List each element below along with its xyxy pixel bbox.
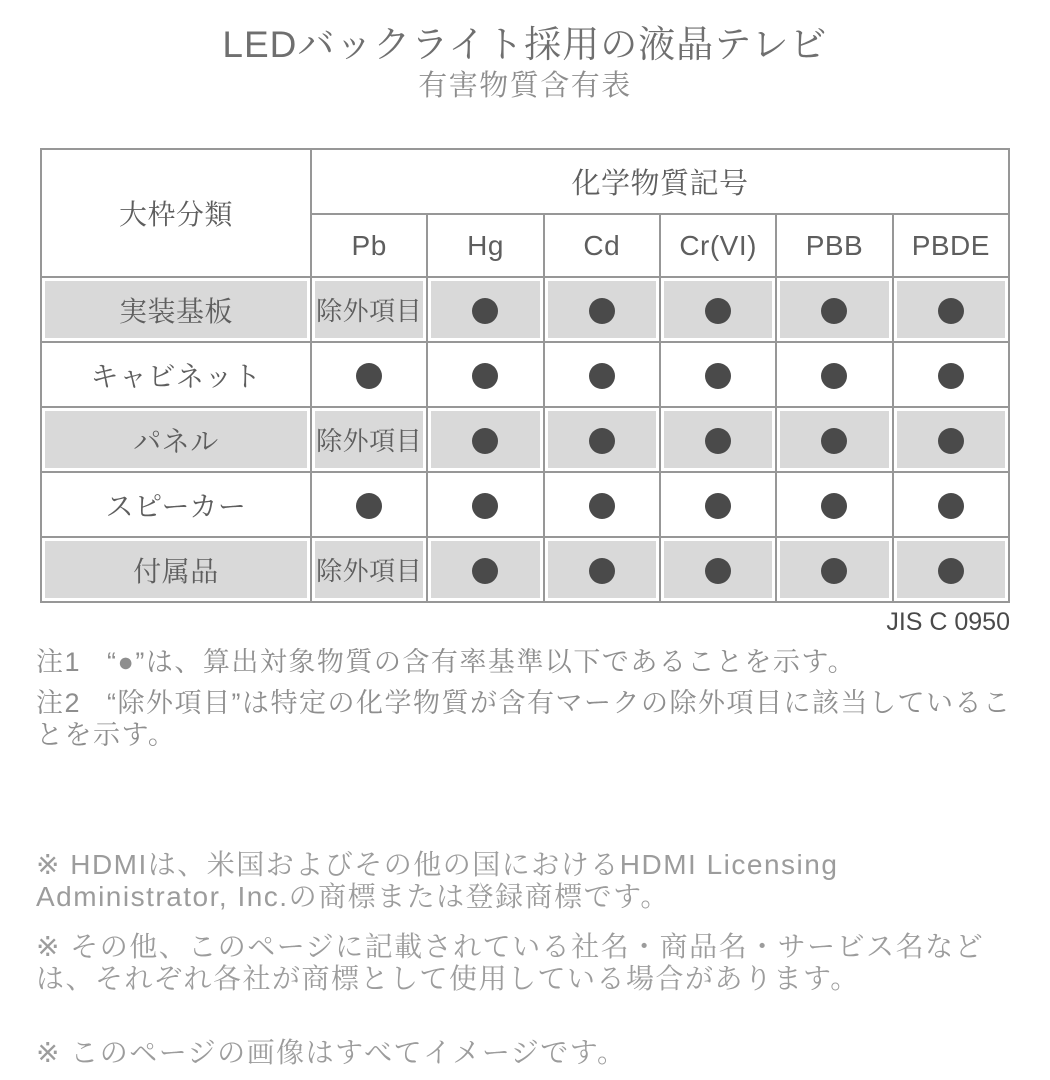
- hazardous-substance-table: [40, 148, 1010, 603]
- below-standard-dot-icon: [938, 298, 964, 324]
- below-standard-dot-icon: [938, 558, 964, 584]
- table-row: [41, 277, 1009, 342]
- below-standard-dot-icon: [821, 298, 847, 324]
- substance-cell: [427, 407, 543, 472]
- row-label: パネル: [41, 407, 311, 472]
- group-header: 化学物質記号: [311, 149, 1009, 214]
- substance-cell: [544, 407, 660, 472]
- below-standard-dot-icon: [705, 558, 731, 584]
- substance-cell: [427, 537, 543, 602]
- substance-cell: [893, 472, 1009, 537]
- row-label: 付属品: [41, 537, 311, 602]
- note-text: “除外項目”は特定の化学物質が含有マークの除外項目に該当していることを示す。: [36, 688, 1012, 750]
- column-header-crvi: Cr(VI): [660, 214, 776, 277]
- note-label: 注1: [36, 647, 82, 677]
- page-title: LEDバックライト採用の液晶テレビ: [222, 24, 828, 65]
- below-standard-dot-icon: [705, 493, 731, 519]
- row-label: キャビネット: [41, 342, 311, 407]
- substance-cell: [427, 277, 543, 342]
- corner-header: 大枠分類: [41, 149, 311, 277]
- column-header-pb: Pb: [311, 214, 427, 277]
- below-standard-dot-icon: [938, 363, 964, 389]
- below-standard-dot-icon: [589, 428, 615, 454]
- substance-cell: [544, 342, 660, 407]
- notes-block: [36, 646, 1022, 751]
- substance-cell: [776, 472, 892, 537]
- note-2: [36, 687, 1022, 751]
- page-subtitle: 有害物質含有表: [418, 70, 632, 102]
- below-standard-dot-icon: [821, 493, 847, 519]
- below-standard-dot-icon: [472, 298, 498, 324]
- substance-cell: [776, 537, 892, 602]
- substance-cell: [893, 277, 1009, 342]
- substance-cell: [776, 277, 892, 342]
- substance-cell: [427, 342, 543, 407]
- note-1: [36, 646, 1022, 678]
- below-standard-dot-icon: [356, 493, 382, 519]
- header-row-group: [41, 149, 1009, 214]
- substance-cell: [660, 537, 776, 602]
- substance-cell: [544, 472, 660, 537]
- below-standard-dot-icon: [472, 363, 498, 389]
- table-row: [41, 342, 1009, 407]
- row-label: スピーカー: [41, 472, 311, 537]
- substance-cell: [544, 277, 660, 342]
- substance-cell: [311, 472, 427, 537]
- footnote-1: ※ HDMIは、米国およびその他の国におけるHDMI Licensing Administrator, Inc.の商標または登録商標です。: [36, 849, 839, 912]
- substance-cell: [660, 472, 776, 537]
- substance-cell: [893, 407, 1009, 472]
- footnotes-block: [36, 849, 1025, 1069]
- below-standard-dot-icon: [472, 558, 498, 584]
- substance-cell: [660, 407, 776, 472]
- column-header-pbb: PBB: [776, 214, 892, 277]
- below-standard-dot-icon: [705, 428, 731, 454]
- page: [0, 24, 1050, 1080]
- below-standard-dot-icon: [472, 428, 498, 454]
- below-standard-dot-icon: [472, 493, 498, 519]
- substance-cell-exempt: 除外項目: [311, 537, 427, 602]
- below-standard-dot-icon: [821, 363, 847, 389]
- substance-cell: [660, 342, 776, 407]
- note-label: 注2: [36, 688, 82, 718]
- substance-cell-exempt: 除外項目: [311, 277, 427, 342]
- below-standard-dot-icon: [589, 363, 615, 389]
- substance-cell: [660, 277, 776, 342]
- row-label: 実装基板: [41, 277, 311, 342]
- footnote-2: ※ その他、このページに記載されている社名・商品名・サービス名などは、それぞれ各社が商標として使用している場合があります。: [36, 931, 985, 994]
- below-standard-dot-icon: [705, 363, 731, 389]
- substance-cell: [776, 342, 892, 407]
- below-standard-dot-icon: [356, 363, 382, 389]
- below-standard-dot-icon: [938, 493, 964, 519]
- below-standard-dot-icon: [821, 558, 847, 584]
- table-row: [41, 472, 1009, 537]
- standard-ref: JIS C 0950: [886, 608, 1010, 636]
- substance-cell: [893, 342, 1009, 407]
- substance-cell: [544, 537, 660, 602]
- column-header-cd: Cd: [544, 214, 660, 277]
- column-header-pbde: PBDE: [893, 214, 1009, 277]
- below-standard-dot-icon: [589, 558, 615, 584]
- below-standard-dot-icon: [589, 493, 615, 519]
- substance-cell: [311, 342, 427, 407]
- substance-cell: [427, 472, 543, 537]
- substance-cell: [776, 407, 892, 472]
- table-row: [41, 537, 1009, 602]
- below-standard-dot-icon: [938, 428, 964, 454]
- column-header-hg: Hg: [427, 214, 543, 277]
- below-standard-dot-icon: [589, 298, 615, 324]
- substance-cell-exempt: 除外項目: [311, 407, 427, 472]
- below-standard-dot-icon: [821, 428, 847, 454]
- below-standard-dot-icon: [705, 298, 731, 324]
- substance-cell: [893, 537, 1009, 602]
- table-row: [41, 407, 1009, 472]
- note-text: “●”は、算出対象物質の含有率基準以下であることを示す。: [107, 647, 857, 677]
- footnote-3: ※ このページの画像はすべてイメージです。: [36, 1037, 627, 1068]
